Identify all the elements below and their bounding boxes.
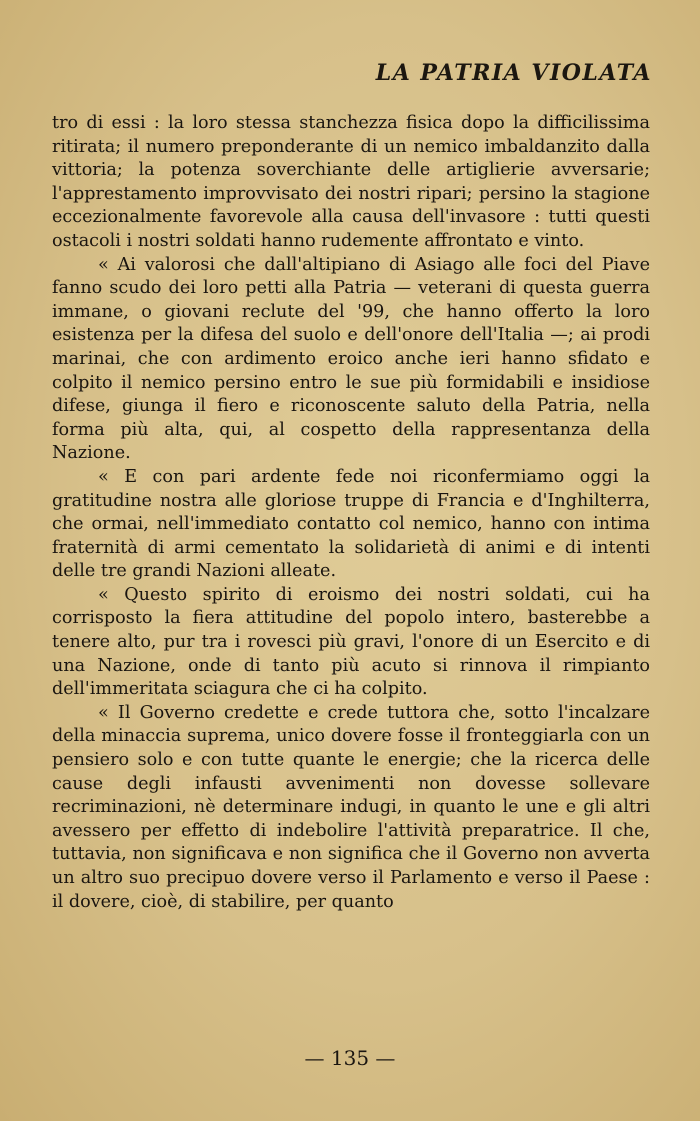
paragraph-1: tro di essi : la loro stessa stanchezza fisica dopo la difficilissima ritirata; il numero preponderante di un nemico imbaldanzito dalla vittoria; la potenza soverchiante delle artiglierie avversarie; l'apprestamento improvvisato dei nostri ripari; persino la stagione eccezionalmente favorevole alla causa dell'invasore : tutti questi ostacoli i nostri soldati hanno rudemente affrontato e vinto. <box>52 113 650 251</box>
paragraph-5: « Il Governo credette e crede tuttora che, sotto l'incalzare della minaccia suprema, unico dovere fosse il fronteggiarla con un pensiero solo e con tutte quante le energie; che la ricerca delle cause degli infausti avvenimenti non dovesse sollevare recriminazioni, nè determinare indugi, in quanto le une e gli altri avessero per effetto di indebolire l'attività preparatrice. Il che, tuttavia, non significava e non significa che il Governo non avverta un altro suo precipuo dovere verso il Parlamento e verso il Paese : il dovere, cioè, di stabilire, per quanto <box>52 702 650 912</box>
paragraph-2: « Ai valorosi che dall'altipiano di Asiago alle foci del Piave fanno scudo dei loro petti alla Patria — veterani di questa guerra immane, o giovani reclute del '99, che hanno offerto la loro esistenza per la difesa del suolo e dell'onore dell'Italia —; ai prodi marinai, che con ardimento eroico anche ieri hanno sfidato e colpito il nemico persino entro le sue più formidabili e insidiose difese, giunga il fiero e riconoscente saluto della Patria, nella forma più alta, qui, al cospetto della rappresentanza della Nazione. <box>52 254 650 464</box>
body-text <box>52 112 650 914</box>
running-head: LA PATRIA VIOLATA <box>375 60 652 86</box>
page-number: — 135 — <box>304 1046 396 1070</box>
paragraph-3: « E con pari ardente fede noi riconfermiamo oggi la gratitudine nostra alle gloriose truppe di Francia e d'Inghilterra, che ormai, nell'immediato contatto col nemico, hanno con intima fraternità di armi cementato la solidarietà di animi e di intenti delle tre grandi Nazioni alleate. <box>52 466 650 582</box>
paragraph-4: « Questo spirito di eroismo dei nostri soldati, cui ha corrisposto la fiera attitudine del popolo intero, basterebbe a tenere alto, pur tra i rovesci più gravi, l'onore di un Esercito e di una Nazione, onde di tanto più acuto si rinnova il rimpianto dell'immeritata sciagura che ci ha colpito. <box>52 584 650 700</box>
